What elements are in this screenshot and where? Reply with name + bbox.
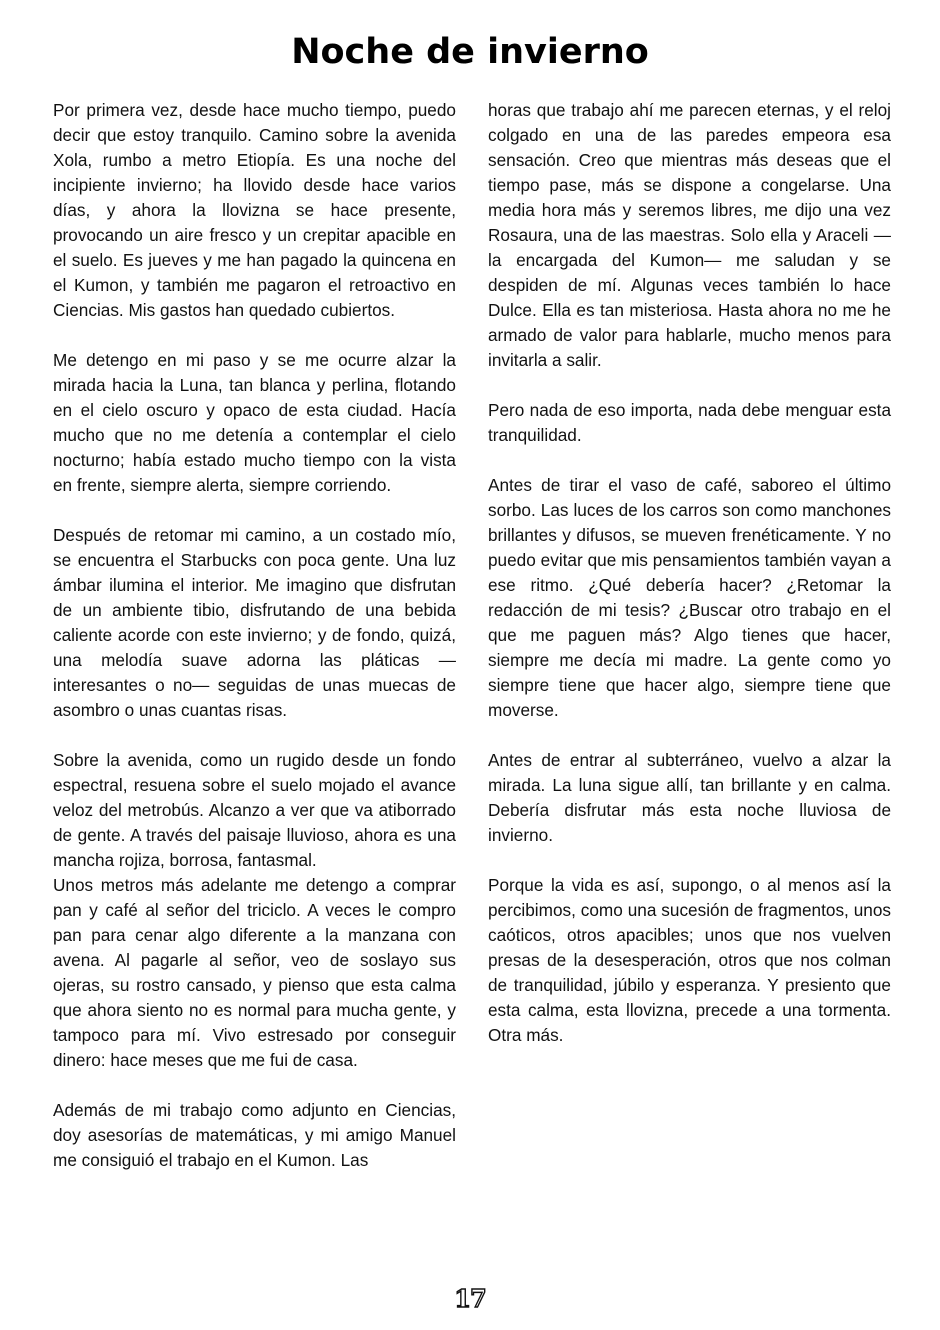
paragraph: Además de mi trabajo como adjunto en Ciencias, doy asesorías de matemáticas, y mi amigo Manuel me consiguió el trabajo en el Kumon. Las [53, 1100, 456, 1170]
paragraph: Sobre la avenida, como un rugido desde un fondo espectral, resuena sobre el suelo mojado el avance veloz del metrobús. Alcanzo a ver que va atiborrado de gente. A través del paisaje lluvioso, ahora es una mancha rojiza, borrosa, fantasmal. [53, 750, 456, 870]
paragraph: Después de retomar mi camino, a un costado mío, se encuentra el Starbucks con poca gente. Una luz ámbar ilumina el interior. Me imagino que disfrutan de un ambiente tibio, disfrutando de una bebida caliente acorde con este invierno; y de fondo, quizá, una melodía suave adorna las pláticas —interesantes o no— seguidas de unas muecas de asombro o unas cuantas risas. [53, 525, 456, 720]
paragraph: Antes de entrar al subterráneo, vuelvo a alzar la mirada. La luna sigue allí, tan brillante y en calma. Debería disfrutar más esta noche lluviosa de invierno. [488, 750, 891, 845]
paragraph: Pero nada de eso importa, nada debe menguar esta tranquilidad. [488, 400, 891, 445]
paragraph: Antes de tirar el vaso de café, saboreo el último sorbo. Las luces de los carros son como manchones brillantes y difusos, se mueven frenéticamente. Y no puedo evitar que mis pensamientos también vayan a ese ritmo. ¿Qué debería hacer? ¿Retomar la redacción de mi tesis? ¿Buscar otro trabajo en el que me paguen más? Algo tienes que hacer, siempre me decía mi madre. La gente como yo siempre tiene que hacer algo, siempre tiene que moverse. [488, 475, 891, 720]
paragraph: Por primera vez, desde hace mucho tiempo, puedo decir que estoy tranquilo. Camino sobre la avenida Xola, rumbo a metro Etiopía. Es una noche del incipiente invierno; ha llovido desde hace varios días, y ahora la llovizna se hace presente, provocando un aire fresco y un crepitar apacible en el suelo. Es jueves y me han pagado la quincena en el Kumon, y también me pagaron el retroactivo en Ciencias. Mis gastos han quedado cubiertos. [53, 100, 456, 320]
page-number: 17 [454, 1284, 486, 1313]
left-column [53, 98, 456, 1198]
paragraph: Porque la vida es así, supongo, o al menos así la percibimos, como una sucesión de fragmentos, unos caóticos, otros apacibles; unos que nos vuelven presas de la desesperación, otros que nos colman de tranquilidad, júbilo y esperanza. Y presiento que esta calma, esta llovizna, precede a una tormenta. Otra más. [488, 875, 891, 1045]
paragraph: Me detengo en mi paso y se me ocurre alzar la mirada hacia la Luna, tan blanca y perlina, flotando en el cielo oscuro y opaco de esta ciudad. Hacía mucho que no me detenía a contemplar el cielo nocturno; había estado mucho tiempo con la vista en frente, siempre alerta, siempre corriendo. [53, 350, 456, 495]
paragraph: Unos metros más adelante me detengo a comprar pan y café al señor del triciclo. A veces le compro pan para cenar algo diferente a la manzana con avena. Al pagarle al señor, veo de soslayo sus ojeras, su rostro cansado, y pienso que esta calma que ahora siento no es normal para mucha gente, y tampoco para mí. Vivo estresado por conseguir dinero: hace meses que me fui de casa. [53, 875, 456, 1070]
paragraph: horas que trabajo ahí me parecen eternas, y el reloj colgado en una de las paredes empeora esa sensación. Creo que mientras más deseas que el tiempo pase, más se dispone a congelarse. Una media hora más y seremos libres, me dijo una vez Rosaura, una de las maestras. Solo ella y Araceli —la encargada del Kumon— me saludan y se despiden de mí. Algunas veces también lo hace Dulce. Ella es tan misteriosa. Hasta ahora no me he armado de valor para hablarle, mucho menos para invitarla a salir. [488, 100, 891, 370]
right-column [488, 98, 891, 1073]
page-title: Noche de invierno [291, 32, 649, 72]
